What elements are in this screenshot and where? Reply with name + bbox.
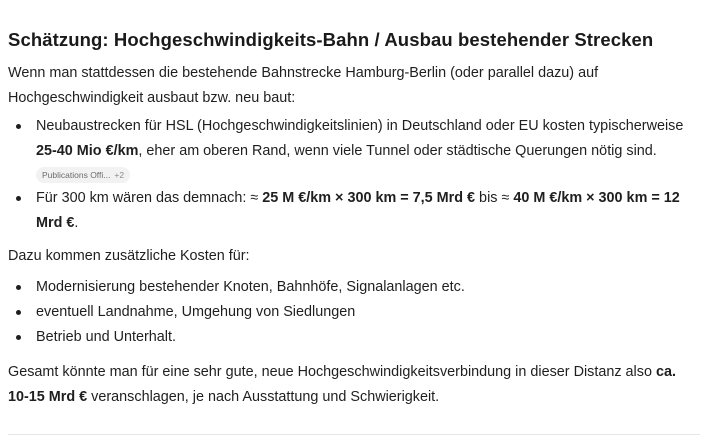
citation-label: Publications Offi... [42,169,111,180]
bullet-text: bis ≈ [475,190,514,206]
section-heading: Schätzung: Hochgeschwindigkeits-Bahn / Ausbau bestehender Strecken [8,29,654,50]
list-item [8,186,700,236]
conclusion-bold-text: ca. 10-15 Mrd € [8,364,676,405]
cost-bullet-list [8,114,700,236]
conclusion-paragraph [8,360,700,410]
citation-extra-count: +2 [114,169,125,180]
bullet-text: Neubaustrecken für HSL (Hochgeschwindigkeitslinien) in Deutschland oder EU kosten typischerweise [36,118,684,134]
list-item: Betrieb und Unterhalt. [8,325,700,350]
list-item: eventuell Landnahme, Umgehung von Siedlungen [8,300,700,325]
intro-paragraph: Wenn man stattdessen die bestehende Bahnstrecke Hamburg-Berlin (oder parallel dazu) auf Hochgeschwindigkeit ausbaut bzw. neu baut: [8,65,599,106]
bullet-text: Für 300 km wären das demnach: ≈ [36,190,263,206]
divider [8,434,700,435]
additional-costs-list [8,275,700,350]
list-item: Modernisierung bestehender Knoten, Bahnhöfe, Signalanlagen etc. [8,275,700,300]
citation-chip[interactable] [36,167,130,183]
bullet-text: . [74,215,79,231]
additional-costs-intro: Dazu kommen zusätzliche Kosten für: [8,248,250,264]
bullet-bold-text: 25-40 Mio €/km [36,143,139,159]
bullet-bold-text: 25 M €/km × 300 km = 7,5 Mrd € [262,190,476,206]
conclusion-text: Gesamt könnte man für eine sehr gute, neue Hochgeschwindigkeitsverbindung in dieser Distanz also [8,364,656,380]
bullet-bold-text: 40 M €/km × 300 km = 12 Mrd € [36,190,680,231]
bullet-text: , eher am oberen Rand, wenn viele Tunnel oder städtische Querungen nötig sind. [138,143,657,159]
list-item [8,114,700,186]
chat-response [8,28,700,410]
citation-row [36,164,700,186]
conclusion-text: veranschlagen, je nach Ausstattung und Schwierigkeit. [87,389,440,405]
